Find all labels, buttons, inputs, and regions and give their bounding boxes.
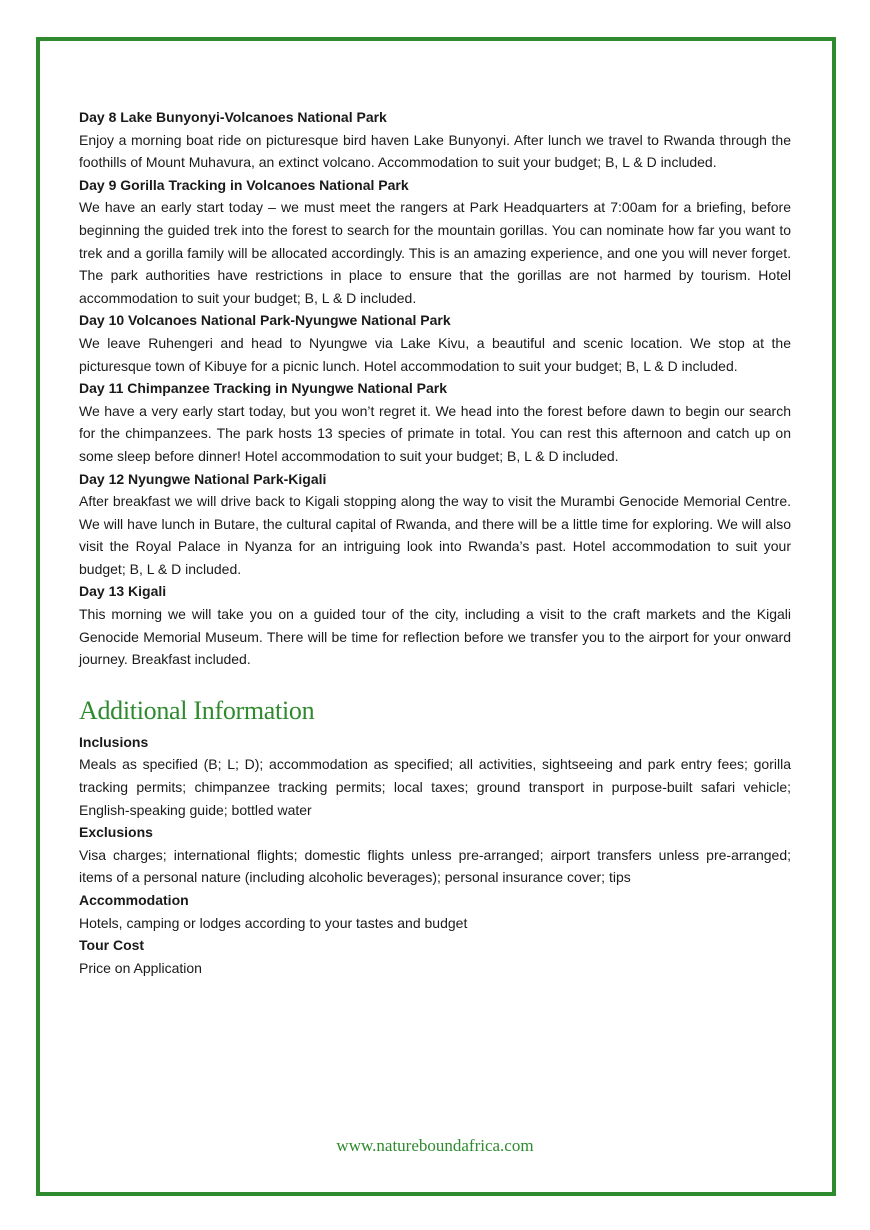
tour-cost-section	[79, 934, 791, 979]
day-13-description: This morning we will take you on a guided tour of the city, including a visit to the craft markets and the Kigali Genocide Memorial Museum. There will be time for reflection before we transfer you to the airport for your onward journey. Breakfast included.	[79, 606, 791, 668]
day-11-section	[79, 377, 791, 467]
inclusions-heading: Inclusions	[79, 733, 149, 750]
day-12-description: After breakfast we will drive back to Kigali stopping along the way to visit the Murambi Genocide Memorial Centre. We will have lunch in Butare, the cultural capital of Rwanda, and there will be a little time for exploring. We will also visit the Royal Palace in Nyanza for an intriguing look into Rwanda’s past. Hotel accommodation to suit your budget; B, L & D included.	[79, 493, 791, 577]
day-8-description: Enjoy a morning boat ride on picturesque bird haven Lake Bunyonyi. After lunch we travel to Rwanda through the foothills of Mount Muhavura, an extinct volcano. Accommodation to suit your budget; B, L & D included.	[79, 131, 791, 171]
day-10-section	[79, 309, 791, 377]
tour-cost-text: Price on Application	[79, 959, 202, 976]
day-9-section	[79, 174, 791, 310]
day-12-heading: Day 12 Nyungwe National Park-Kigali	[79, 470, 327, 487]
inclusions-section	[79, 731, 791, 821]
accommodation-heading: Accommodation	[79, 892, 189, 908]
additional-information-title: Additional Information	[79, 695, 315, 725]
accommodation-section	[79, 889, 791, 934]
day-8-section	[79, 106, 791, 174]
day-10-description: We leave Ruhengeri and head to Nyungwe via Lake Kivu, a beautiful and scenic location. We stop at the picturesque town of Kibuye for a picnic lunch. Hotel accommodation to suit your budget; B, L & D included.	[79, 334, 791, 374]
exclusions-heading: Exclusions	[79, 824, 153, 841]
day-9-heading: Day 9 Gorilla Tracking in Volcanoes National Park	[79, 176, 409, 193]
accommodation-text: Hotels, camping or lodges according to your tastes and budget	[79, 914, 468, 931]
day-11-heading: Day 11 Chimpanzee Tracking in Nyungwe National Park	[79, 380, 448, 397]
day-11-description: We have a very early start today, but you won’t regret it. We head into the forest before dawn to begin our search for the chimpanzees. The park hosts 13 species of primate in total. You can rest this afternoon and catch up on some sleep before dinner! Hotel accommodation to suit your budget; B, L & D included.	[79, 402, 791, 464]
day-8-heading: Day 8 Lake Bunyonyi-Volcanoes National Park	[79, 109, 387, 125]
tour-cost-heading: Tour Cost	[79, 937, 145, 954]
day-13-heading: Day 13 Kigali	[79, 583, 167, 600]
exclusions-section	[79, 821, 791, 889]
day-12-section	[79, 468, 791, 581]
exclusions-text: Visa charges; international flights; domestic flights unless pre-arranged; airport transfers unless pre-arranged; items of a personal nature (including alcoholic beverages); personal insurance cover; tips	[79, 846, 791, 886]
inclusions-text: Meals as specified (B; L; D); accommodation as specified; all activities, sightseeing and park entry fees; gorilla tracking permits; chimpanzee tracking permits; local taxes; ground transport in purpose-built safari vehicle; English-speaking guide; bottled water	[79, 756, 791, 818]
day-10-heading: Day 10 Volcanoes National Park-Nyungwe National Park	[79, 312, 451, 329]
day-9-description: We have an early start today – we must meet the rangers at Park Headquarters at 7:00am for a briefing, before beginning the guided trek into the forest to search for the mountain gorillas. You can nominate how far you want to trek and a gorilla family will be allocated accordingly. This is an amazing experience, and one you will never forget. The park authorities have restrictions in place to ensure that the gorillas are not harmed by tourism. Hotel accommodation to suit your budget; B, L & D included.	[79, 199, 791, 306]
document-content	[79, 106, 791, 979]
footer-website-link[interactable]: www.natureboundafrica.com	[336, 1136, 534, 1155]
day-13-section	[79, 580, 791, 670]
